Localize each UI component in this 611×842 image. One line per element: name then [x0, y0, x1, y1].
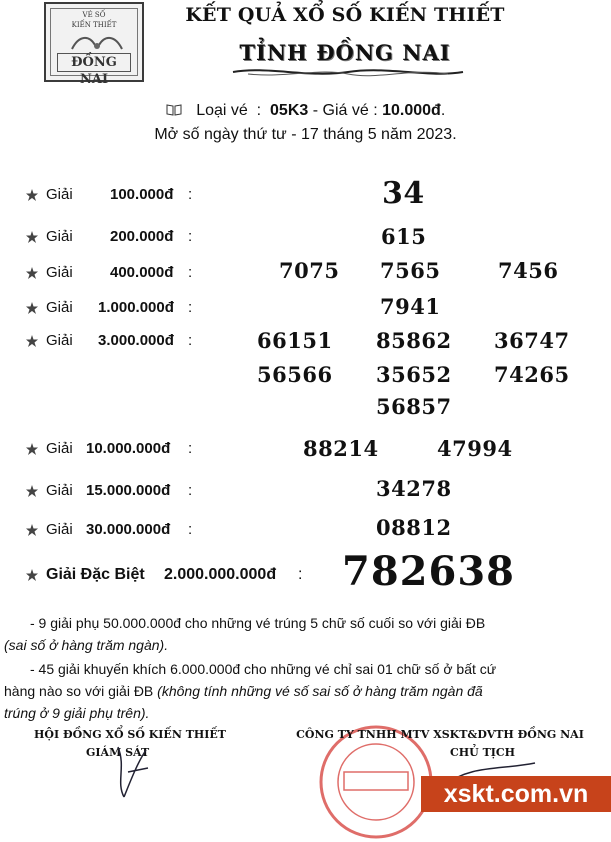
prize-number: 74265 [494, 362, 570, 387]
note-italic: (sai số ở hàng trăm ngàn). [4, 637, 169, 653]
prize-number: 36747 [494, 328, 570, 353]
prize-number: 47994 [437, 436, 513, 461]
special-prize-colon: : [298, 566, 303, 583]
company-chairman: CHỦ TỊCH [450, 746, 516, 759]
prize-colon: : [188, 521, 193, 538]
prize-colon: : [188, 332, 193, 349]
prize-number: 7075 [279, 258, 340, 283]
ticket-price-label: Giá vé : [322, 102, 378, 119]
price-end: . [440, 102, 446, 119]
prize-row-1m [0, 294, 611, 321]
prize-colon: : [188, 482, 193, 499]
prize-number: 35652 [376, 362, 452, 387]
ticket-type-sep: : [256, 102, 262, 119]
price-sep: - [312, 102, 319, 119]
star-bullet-icon [25, 188, 39, 202]
prize-colon: : [188, 228, 193, 245]
prize-label: Giải [46, 521, 73, 538]
note-consolation-text: hàng nào so với giải ĐB [4, 683, 158, 699]
dong-nai-lottery-logo [44, 2, 144, 87]
draw-date-line: Mở số ngày thứ tư - 17 tháng 5 năm 2023. [154, 126, 457, 143]
supervision-council-title: HỘI ĐỒNG XỔ SỐ KIẾN THIẾT [34, 728, 226, 741]
prize-amount: 100.000đ [110, 186, 174, 203]
page-subtitle: TỈNH ĐỒNG NAI [239, 40, 451, 65]
book-icon [166, 104, 182, 116]
star-bullet-icon [25, 301, 39, 315]
special-prize-label: Giải Đặc Biệt [46, 566, 145, 583]
ticket-type-value: 05K3 [270, 102, 309, 119]
prize-colon: : [188, 299, 193, 316]
prize-number: 88214 [303, 436, 379, 461]
title-flourish-icon [228, 64, 468, 80]
signature-left-icon [108, 742, 158, 802]
prize-label: Giải [46, 482, 73, 499]
prize-amount: 10.000.000đ [86, 440, 171, 457]
prize-row-special [0, 548, 611, 595]
prize-row-10m [0, 438, 611, 462]
prize-number: 08812 [376, 515, 452, 540]
special-prize-amount: 2.000.000.000đ [164, 566, 277, 583]
prize-row-15m [0, 476, 611, 504]
star-bullet-icon [25, 568, 39, 582]
supervision-role: GIÁM SÁT [86, 746, 150, 759]
prize-number: 7941 [380, 294, 441, 319]
ticket-info-line [0, 102, 611, 120]
prize-label: Giải [46, 299, 73, 316]
prize-number: 56566 [257, 362, 333, 387]
prize-amount: 400.000đ [110, 264, 174, 281]
star-bullet-icon [25, 484, 39, 498]
prize-amount: 200.000đ [110, 228, 174, 245]
star-bullet-icon [25, 523, 39, 537]
note-consolation-detail [4, 680, 594, 702]
prize-colon: : [188, 440, 193, 457]
prize-amount: 15.000.000đ [86, 482, 171, 499]
note-consolation-end-italic: trúng ở 9 giải phụ trên). [4, 705, 150, 721]
prize-label: Giải [46, 264, 73, 281]
prize-label: Giải [46, 186, 73, 203]
prize-amount: 30.000.000đ [86, 521, 171, 538]
special-prize-number: 782638 [342, 548, 515, 595]
prize-row-200k [0, 226, 611, 250]
ticket-type-label: Loại vé [196, 102, 248, 119]
prize-amount: 3.000.000đ [98, 332, 174, 349]
prize-number: 34 [382, 176, 425, 211]
logo-top-text: VÉ SỐ [82, 11, 106, 19]
prize-number: 34278 [376, 476, 452, 501]
prize-label: Giải [46, 332, 73, 349]
logo-birds-icon [67, 31, 127, 55]
logo-mid-text: KIẾN THIẾT [71, 21, 117, 29]
star-bullet-icon [25, 266, 39, 280]
prize-row-30m [0, 515, 611, 543]
note-extra-prizes-detail [4, 634, 594, 656]
note-extra-prizes: - 9 giải phụ 50.000.000đ cho những vé trúng 5 chữ số cuối so với giải ĐB [30, 615, 486, 631]
logo-frame [50, 8, 138, 87]
prize-number: 7565 [380, 258, 441, 283]
note-consolation-end [4, 702, 594, 724]
prize-amount: 1.000.000đ [98, 299, 174, 316]
note-consolation-prizes: - 45 giải khuyến khích 6.000.000đ cho những vé chỉ sai 01 chữ số ở bất cứ [30, 661, 497, 677]
star-bullet-icon [25, 442, 39, 456]
note-consolation-italic: (không tính những vé số sai số ở hàng trăm ngàn đã [157, 683, 483, 699]
website-watermark[interactable]: xskt.com.vn [421, 776, 611, 812]
star-bullet-icon [25, 230, 39, 244]
logo-province-text: ĐỒNG NAI [57, 53, 131, 72]
prize-row-100k [0, 176, 611, 211]
prize-number: 85862 [376, 328, 452, 353]
prize-label: Giải [46, 228, 73, 245]
page-title: KẾT QUẢ XỔ SỐ KIẾN THIẾT [185, 4, 505, 26]
ticket-price-value: 10.000đ [382, 102, 441, 119]
company-title: CÔNG TY TNHH MTV XSKT&DVTH ĐỒNG NAI [296, 728, 584, 741]
prize-colon: : [188, 264, 193, 281]
prize-number: 7456 [498, 258, 559, 283]
prize-row-3m [0, 328, 611, 419]
prize-number: 66151 [257, 328, 333, 353]
prize-number: 615 [381, 224, 427, 249]
prize-label: Giải [46, 440, 73, 457]
prize-number: 56857 [376, 394, 452, 419]
prize-row-400k [0, 258, 611, 286]
prize-colon: : [188, 186, 193, 203]
star-bullet-icon [25, 334, 39, 348]
